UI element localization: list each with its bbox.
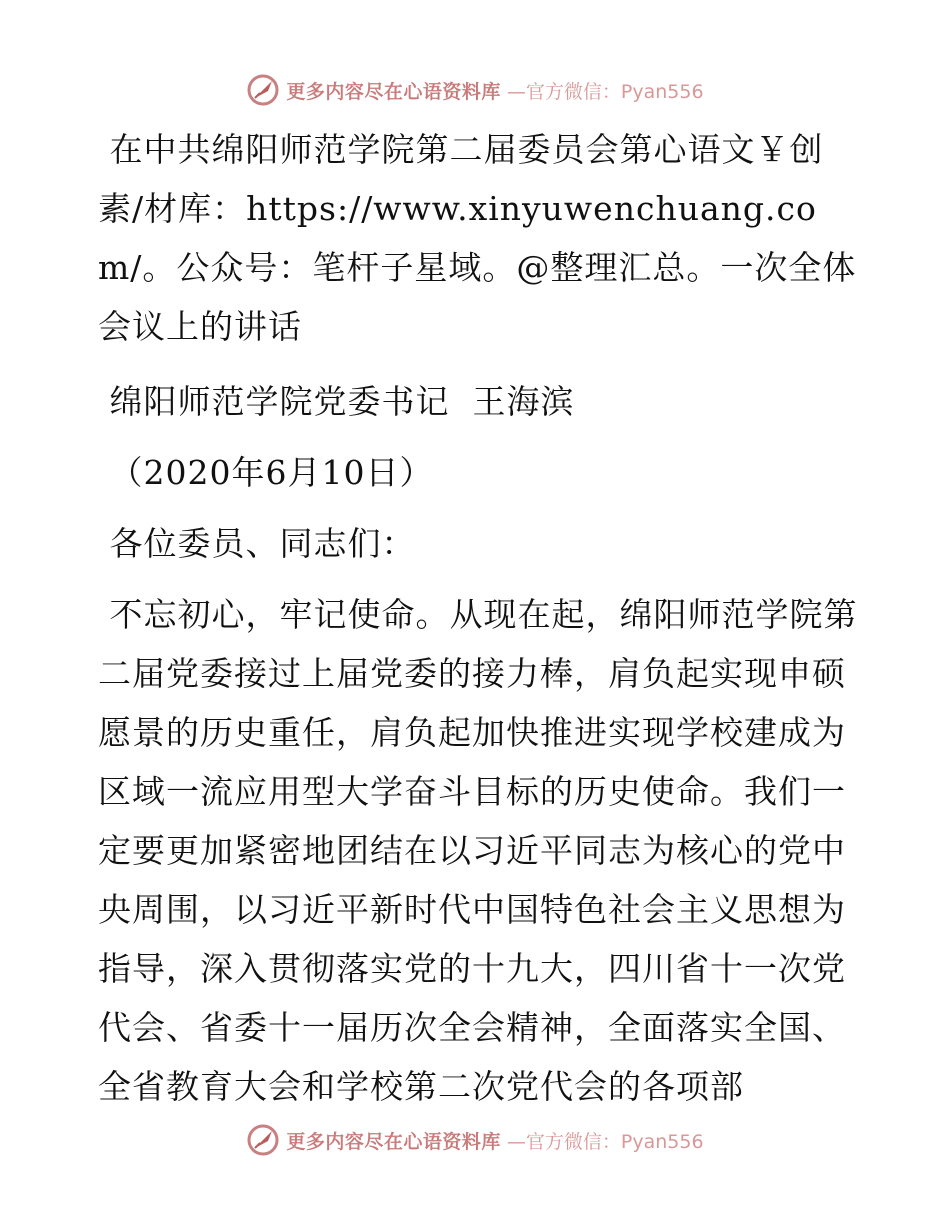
document-body	[98, 120, 858, 1134]
document-title: 在中共绵阳师范学院第二届委员会第心语文￥创素/材库：https://www.xinyuwenchuang.com/。公众号：笔杆子星域。@整理汇总。一次全体会议上的讲话	[98, 130, 857, 346]
footer-watermark-banner	[0, 1120, 950, 1160]
watermark-group	[246, 73, 703, 107]
watermark-main-text: 更多内容尽在心语资料库	[286, 1130, 501, 1153]
watermark-main-text: 更多内容尽在心语资料库	[286, 80, 501, 103]
body-paragraph: 不忘初心，牢记使命。从现在起，绵阳师范学院第二届党委接过上届党委的接力棒，肩负起实现申硕愿景的历史重任，肩负起加快推进实现学校建成为区域一流应用型大学奋斗目标的历史使命。我们一定要更加紧密地团结在以习近平同志为核心的党中央周围，以习近平新时代中国特色社会主义思想为指导，深入贯彻落实党的十九大，四川省十一次党代会、省委十一届历次全会精神，全面落实全国、全省教育大会和学校第二次党代会的各项部	[98, 595, 858, 1106]
watermark-wechat-text: —官方微信：Pyan556	[506, 1130, 704, 1153]
quill-circle-icon	[246, 1123, 280, 1157]
quill-circle-icon	[246, 73, 280, 107]
date-line: （2020年6月10日）	[98, 453, 434, 492]
header-watermark-banner	[0, 70, 950, 110]
watermark-group	[246, 1123, 703, 1157]
author-line: 绵阳师范学院党委书记 王海滨	[98, 382, 575, 421]
greeting-line: 各位委员、同志们：	[98, 524, 416, 563]
watermark-wechat-text: —官方微信：Pyan556	[506, 80, 704, 103]
